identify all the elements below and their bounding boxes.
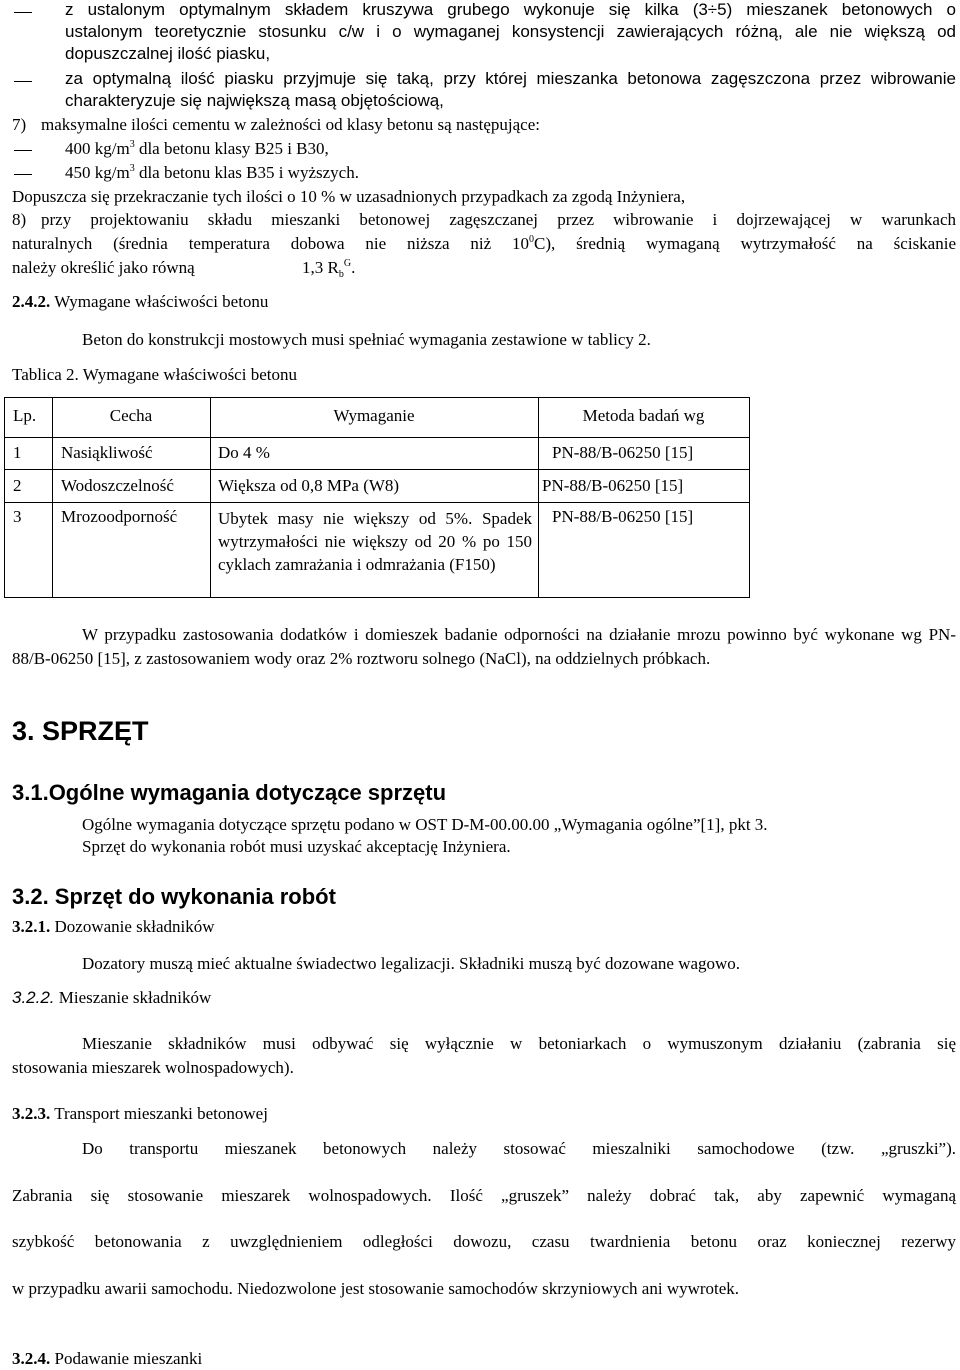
table-cell-metoda: PN-88/B-06250 [15] xyxy=(552,443,694,462)
section-heading: 2.4.2. Wymagane właściwości betonu xyxy=(12,292,269,311)
table-rule xyxy=(5,469,749,470)
list-number: 8) xyxy=(12,210,27,229)
paragraph-text: Beton do konstrukcji mostowych musi spełniać wymagania zestawione w tablicy 2. xyxy=(82,330,651,349)
table-cell-metoda: PN-88/B-06250 [15] xyxy=(552,507,694,526)
list-dash xyxy=(14,81,32,82)
subsection-heading: 3.2.3. Transport mieszanki betonowej xyxy=(12,1104,268,1123)
subsection-heading: 3.2.2. Mieszanie składników xyxy=(12,988,212,1007)
table-rule xyxy=(538,398,539,597)
paragraph-text: naturalnych (średnia temperatura dobowa nie niższa niż $10^0C$), średnią wymaganą wytrzymałość na ściskanie xyxy=(12,234,956,253)
paragraph-text: Dozatory muszą mieć aktualne świadectwo legalizacji. Składniki muszą być dozowane wagowo. xyxy=(82,954,741,973)
section-heading: 3.2. Sprzęt do wykonania robót xyxy=(12,884,336,909)
table-cell-lp: 1 xyxy=(13,443,22,462)
paragraph-text: Mieszanie składników musi odbywać się wyłącznie w betoniarkach o wymuszonym działaniu (zabrania się xyxy=(82,1034,956,1053)
paragraph-text: maksymalne ilości cementu w zależności od klasy betonu są następujące: xyxy=(41,115,540,134)
paragraph-text: w przypadku awarii samochodu. Niedozwolone jest stosowanie samochodów skrzyniowych ani wywrotek. xyxy=(12,1279,740,1298)
paragraph-text: Zabrania się stosowanie mieszarek wolnospadowych. Ilość „gruszek” należy dobrać tak, aby zapewnić wymaganą xyxy=(12,1186,956,1205)
list-item-text: ustalonym teoretycznie stosunku c/w i o wymaganej konsystencji zawierających różną, ale nie większą od xyxy=(65,22,956,41)
subsection-heading: 3.2.4. Podawanie mieszanki xyxy=(12,1349,203,1368)
list-item-text: dopuszczalnej ilość piasku, xyxy=(65,44,271,63)
list-item-text: 450 $kg/m^3$ dla betonu klas B35 i wyższych. xyxy=(65,163,359,182)
requirements-table xyxy=(4,397,750,598)
table-header-cecha: Cecha xyxy=(109,406,153,425)
table-header-lp: Lp. xyxy=(13,406,37,425)
paragraph-text: szybkość betonowania z uwzględnieniem odległości dowozu, czasu twardnienia betonu oraz koniecznej rezerwy xyxy=(12,1232,956,1251)
chapter-heading: 3. SPRZĘT xyxy=(12,716,149,746)
paragraph-text: stosowania mieszarek wolnospadowych). xyxy=(12,1058,294,1077)
table-rule xyxy=(52,398,53,597)
table-rule xyxy=(5,437,749,438)
table-cell-metoda: PN-88/B-06250 [15] xyxy=(542,476,684,495)
list-item-text: za optymalną ilość piasku przyjmuje się taką, przy której mieszanka betonowa zagęszczona przez wibrowanie xyxy=(65,69,956,88)
paragraph-text: Dopuszcza się przekraczanie tych ilości o 10 % w uzasadnionych przypadkach za zgodą Inżyniera, xyxy=(12,187,686,206)
section-heading: 3.1.Ogólne wymagania dotyczące sprzętu xyxy=(12,780,447,805)
list-dash xyxy=(14,12,32,13)
list-dash xyxy=(14,174,32,175)
table-cell-lp: 2 xyxy=(13,476,22,495)
paragraph-text: W przypadku zastosowania dodatków i domieszek badanie odporności na działanie mrozu powinno być wykonane wg PN-88/B-06250 [15], z zastosowaniem wody oraz 2% roztworu solnego (NaCl), na oddzielnych próbkach. xyxy=(12,625,956,668)
table-cell-cecha: Mrozoodporność xyxy=(61,507,178,526)
paragraph-text: Sprzęt do wykonania robót musi uzyskać akceptację Inżyniera. xyxy=(82,837,511,856)
table-header-metoda: Metoda badań wg xyxy=(582,406,705,425)
table-cell-cecha: Wodoszczelność xyxy=(61,476,174,495)
table-cell-wymaganie: Większa od 0,8 MPa (W8) xyxy=(218,476,400,495)
table-cell-cecha: Nasiąkliwość xyxy=(61,443,153,462)
list-item-text: z ustalonym optymalnym składem kruszywa grubego wykonuje się kilka (3÷5) mieszanek betonowych o xyxy=(65,0,956,19)
table-cell-wymaganie: Do 4 % xyxy=(218,443,270,462)
subsection-heading: 3.2.1. Dozowanie składników xyxy=(12,917,215,936)
paragraph-text: Do transportu mieszanek betonowych należy stosować mieszalniki samochodowe (tzw. „gruszki”). xyxy=(82,1139,956,1158)
list-dash xyxy=(14,150,32,151)
paragraph-text: należy określić jako równą xyxy=(12,258,195,277)
list-item-text: charakteryzuje się największą masą objętościową, xyxy=(65,91,444,110)
list-number: 7) xyxy=(12,115,27,134)
table-header-wymaganie: Wymaganie xyxy=(333,406,415,425)
table-rule xyxy=(5,502,749,503)
list-item-text: 400 $kg/m^3$ dla betonu klasy B25 i B30, xyxy=(65,139,329,158)
table-cell-lp: 3 xyxy=(13,507,22,526)
table-cell-wymaganie: Ubytek masy nie większy od 5%. Spadek wytrzymałości nie większy od 20 % po 150 cyklach zamrażania i odmrażania (F150) xyxy=(218,509,532,574)
paragraph-text: przy projektowaniu składu mieszanki betonowej zagęszczanej przez wibrowanie i dojrzewającej w warunkach xyxy=(41,210,956,229)
paragraph-text: Ogólne wymagania dotyczące sprzętu podano w OST D-M-00.00.00 „Wymagania ogólne”[1], pkt 3. xyxy=(82,815,768,834)
table-rule xyxy=(210,398,211,597)
formula: 1,3 $R_b^G$. xyxy=(302,258,356,280)
table-caption: Tablica 2. Wymagane właściwości betonu xyxy=(12,365,297,384)
